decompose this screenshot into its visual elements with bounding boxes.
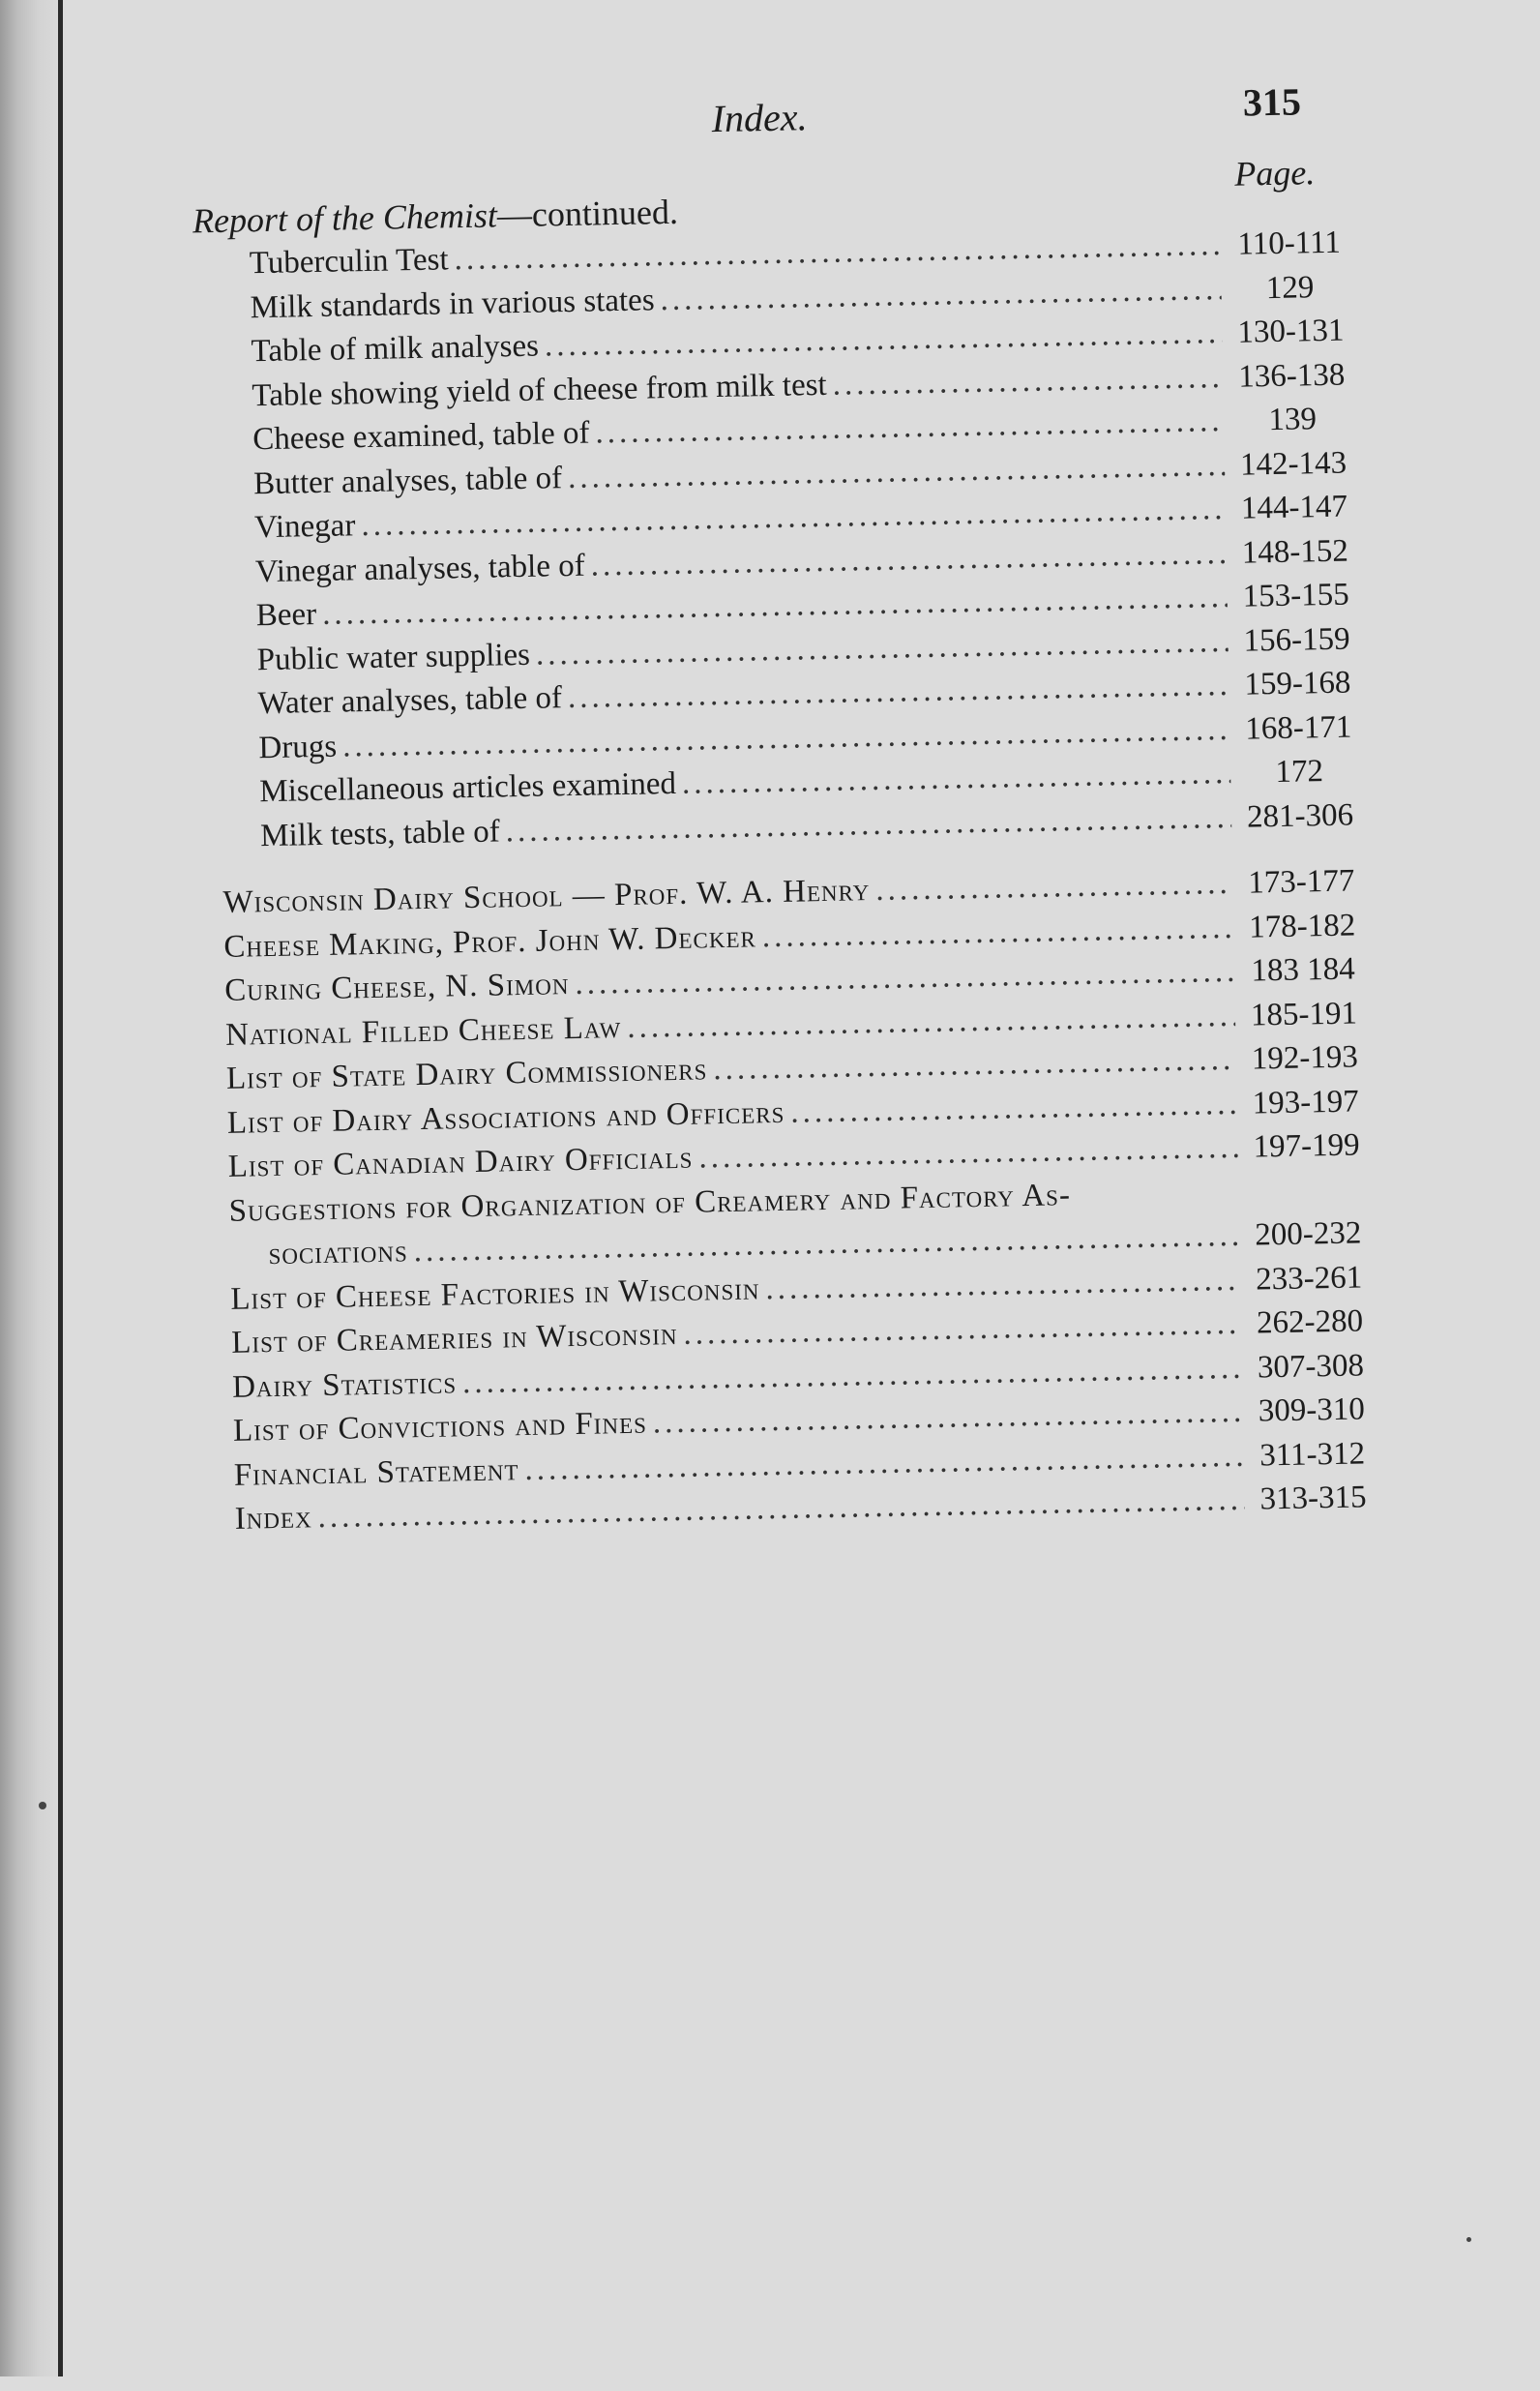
- section-heading-continued: —continued.: [496, 192, 679, 235]
- entry-label: List of Dairy Associations and Officers: [226, 1094, 785, 1141]
- entry-pages: 309-310: [1258, 1391, 1366, 1429]
- entry-pages: 136-138: [1237, 357, 1346, 395]
- entry-label: Public water supplies: [256, 637, 531, 677]
- entry-label: Wisconsin Dairy School — Prof. W. A. Henry: [222, 873, 871, 920]
- dot-leader: [832, 355, 1223, 405]
- entry-label: Suggestions for Organization of Creamery and Factory As-: [228, 1177, 1072, 1229]
- entry-pages: 193-197: [1252, 1083, 1360, 1121]
- dot-leader: [875, 862, 1233, 912]
- page-number: 315: [1242, 79, 1302, 125]
- entry-pages: 178-182: [1248, 907, 1356, 945]
- entry-pages: 262-280: [1256, 1303, 1364, 1341]
- entry-label: List of State Dairy Commissioners: [225, 1052, 708, 1096]
- entry-pages: 173-177: [1247, 863, 1355, 901]
- entry-pages: 159-168: [1244, 665, 1351, 702]
- section-heading-italic: Report of the Chemist: [192, 195, 498, 241]
- entry-pages: 129: [1265, 269, 1315, 306]
- entry-label: Vinegar: [253, 508, 356, 546]
- entry-label: Curing Cheese, N. Simon: [223, 967, 570, 1008]
- section-heading: [192, 192, 679, 242]
- entry-pages: 148-152: [1241, 533, 1349, 571]
- entry-label: Vinegar analyses, table of: [254, 548, 585, 589]
- dot-leader: [761, 906, 1233, 957]
- page-column-heading: Page.: [1233, 153, 1316, 194]
- running-title: Index.: [711, 95, 808, 141]
- entry-label: Butter analyses, table of: [252, 460, 563, 501]
- entry-pages: 197-199: [1253, 1127, 1360, 1165]
- entry-label: Cheese examined, table of: [252, 415, 590, 458]
- entry-label: List of Cheese Factories in Wisconsin: [230, 1270, 760, 1317]
- entry-label: Cheese Making, Prof. John W. Decker: [223, 918, 757, 965]
- entry-pages: 233-261: [1255, 1259, 1363, 1298]
- entry-label: Water analyses, table of: [257, 680, 563, 722]
- entry-label: sociations: [268, 1234, 409, 1272]
- entry-label: List of Creameries in Wisconsin: [230, 1317, 678, 1360]
- entry-pages: 130-131: [1237, 313, 1345, 350]
- entry-pages: 156-159: [1243, 621, 1350, 659]
- entry-pages: 307-308: [1257, 1347, 1365, 1385]
- entry-label: List of Canadian Dairy Officials: [227, 1140, 694, 1184]
- entry-label: Table showing yield of cheese from milk test: [252, 367, 828, 413]
- entry-pages: 281-306: [1246, 796, 1354, 835]
- entry-pages: 110-111: [1237, 224, 1342, 262]
- entry-pages: 142-143: [1239, 445, 1348, 483]
- entry-pages: 185-191: [1250, 995, 1358, 1033]
- entry-label: List of Convictions and Fines: [232, 1405, 648, 1449]
- dot-leader: [765, 1258, 1241, 1309]
- entry-pages: 144-147: [1240, 489, 1348, 526]
- entry-label: Milk tests, table of: [259, 813, 500, 853]
- entry-label: National Filled Cheese Law: [224, 1009, 622, 1053]
- entry-label: Drugs: [258, 729, 338, 765]
- entry-pages: 153-155: [1242, 577, 1349, 614]
- entry-label: Financial Statement: [233, 1451, 519, 1493]
- entry-pages: 313-315: [1259, 1479, 1367, 1517]
- entry-pages: 172: [1275, 754, 1324, 791]
- entry-pages: 200-232: [1254, 1215, 1362, 1253]
- entry-pages: 183 184: [1251, 951, 1356, 989]
- entry-label: Index: [234, 1500, 312, 1537]
- entry-label: Milk standards in various states: [250, 282, 655, 325]
- entry-label: Dairy Statistics: [231, 1364, 458, 1405]
- entry-pages: 192-193: [1251, 1039, 1359, 1077]
- entry-label: Table of milk analyses: [251, 328, 540, 370]
- entry-pages: [1245, 1199, 1371, 1201]
- entry-pages: 139: [1268, 402, 1318, 438]
- entry-label: Beer: [255, 597, 317, 634]
- entry-label: Tuberculin Test: [249, 242, 449, 282]
- entry-label: Miscellaneous articles examined: [258, 765, 677, 810]
- entry-pages: 311-312: [1259, 1435, 1366, 1473]
- entry-pages: 168-171: [1244, 709, 1352, 747]
- dot-leader: [790, 1082, 1237, 1133]
